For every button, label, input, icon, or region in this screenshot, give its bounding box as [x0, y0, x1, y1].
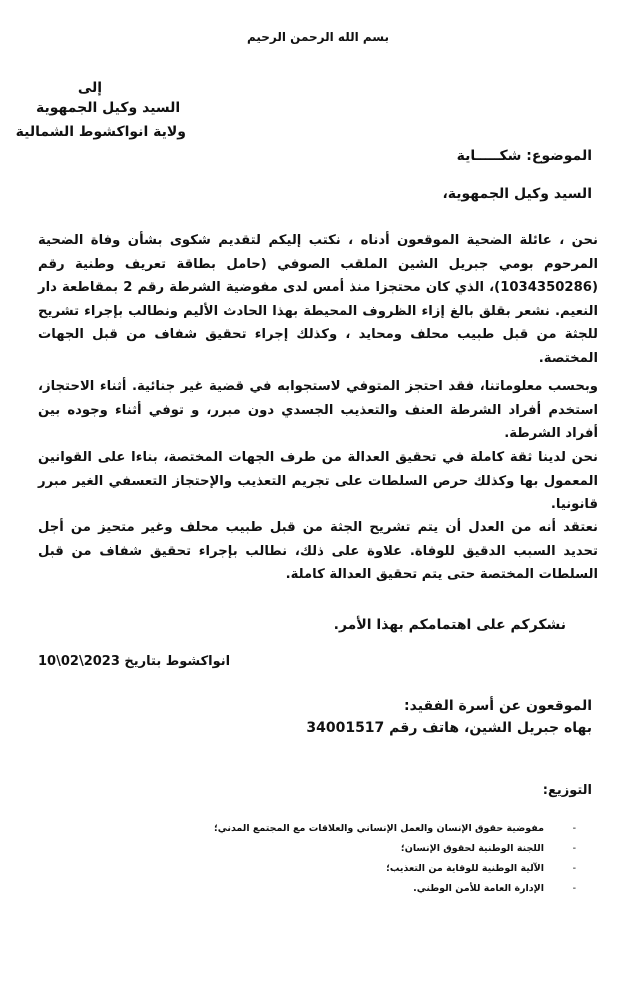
signatory: بهاه جبريل الشين، هاتف رقم 34001517	[306, 720, 592, 736]
body-paragraph: نحن لدينا ثقة كاملة في تحقيق العدالة من طرف الجهات المختصة، بناءا على القوانين المعمول بها وكذلك حرص السلطات على تجريم التعذيب والإحتجاز التعسفي الغير مبرر قانونيا.	[38, 450, 598, 512]
bullet-dash-icon: -	[572, 843, 576, 854]
distribution-item	[214, 820, 576, 840]
bullet-dash-icon: -	[572, 883, 576, 894]
signatories-label: الموقعون عن أسرة الفقيد:	[404, 698, 592, 714]
closing-thanks: نشكركم على اهتمامكم بهذا الأمر.	[333, 617, 566, 633]
distribution-title: التوزيع:	[542, 783, 592, 798]
body-paragraph: نعتقد أنه من العدل أن يتم تشريح الجثة من قبل طبيب محلف وغير متحيز من أجل تحديد السبب الدقيق للوفاة. علاوة على ذلك، نطالب بإجراء تحقيق شفاف من قبل السلطات المختصة حتى يتم تحقيق العدالة كاملة.	[38, 520, 598, 582]
recipient-title: السيد وكيل الجمهوية	[36, 100, 181, 116]
distribution-item	[214, 840, 576, 860]
bullet-dash-icon: -	[572, 863, 576, 874]
recipient-to: إلى	[77, 80, 103, 96]
distribution-item-text: اللجنة الوطنية لحقوق الإنسان؛	[400, 843, 544, 854]
recipient-region: ولاية انواكشوط الشمالية	[15, 124, 186, 140]
distribution-item-text: الآلية الوطنية للوقاية من التعذيب؛	[386, 863, 544, 874]
basmala-heading: بسم الله الرحمن الرحيم	[246, 30, 390, 44]
place-and-date: انواكشوط بتاريخ 2023\02\10	[38, 654, 231, 669]
distribution-item-text: مفوضية حقوق الإنسان والعمل الإنساني والعلاقات مع المجتمع المدني؛	[213, 823, 544, 834]
distribution-item	[214, 860, 576, 880]
bullet-dash-icon: -	[572, 823, 576, 834]
body-paragraph: نحن ، عائلة الضحية الموقعون أدناه ، نكتب إليكم لتقديم شكوى بشأن وفاة الضحية المرحوم بومي جبريل الشين الملقب الصوفي (حامل بطاقة تعريف وطنية رقم (1034350286)، الذي كان محتجزا منذ أمس لدى مفوضية الشرطة رقم 2 بمقاطعة دار النعيم. نشعر بقلق بالغ إزاء الظروف المحيطة بهذا الحادث الأليم ونطالب بإجراء تشريح للجثة من قبل طبيب محلف ومحايد ، وكذلك إجراء تحقيق شفاف من قبل الجهات المختصة.	[38, 233, 598, 366]
distribution-item	[214, 880, 576, 900]
body-paragraph: وبحسب معلوماتنا، فقد احتجز المتوفي لاستجوابه في قضية غير جنائية. أثناء الاحتجاز، استخدم أفراد الشرطة العنف والتعذيب الجسدي دون مبرر، و توفي أثناء وجوده بين أفراد الشرطة.	[38, 379, 598, 441]
subject-line: الموضوع: شكـــــاية	[456, 148, 592, 164]
salutation: السيد وكيل الجمهوية،	[442, 186, 592, 202]
distribution-item-text: الإدارة العامة للأمن الوطني.	[413, 883, 544, 894]
distribution-list	[214, 820, 576, 900]
